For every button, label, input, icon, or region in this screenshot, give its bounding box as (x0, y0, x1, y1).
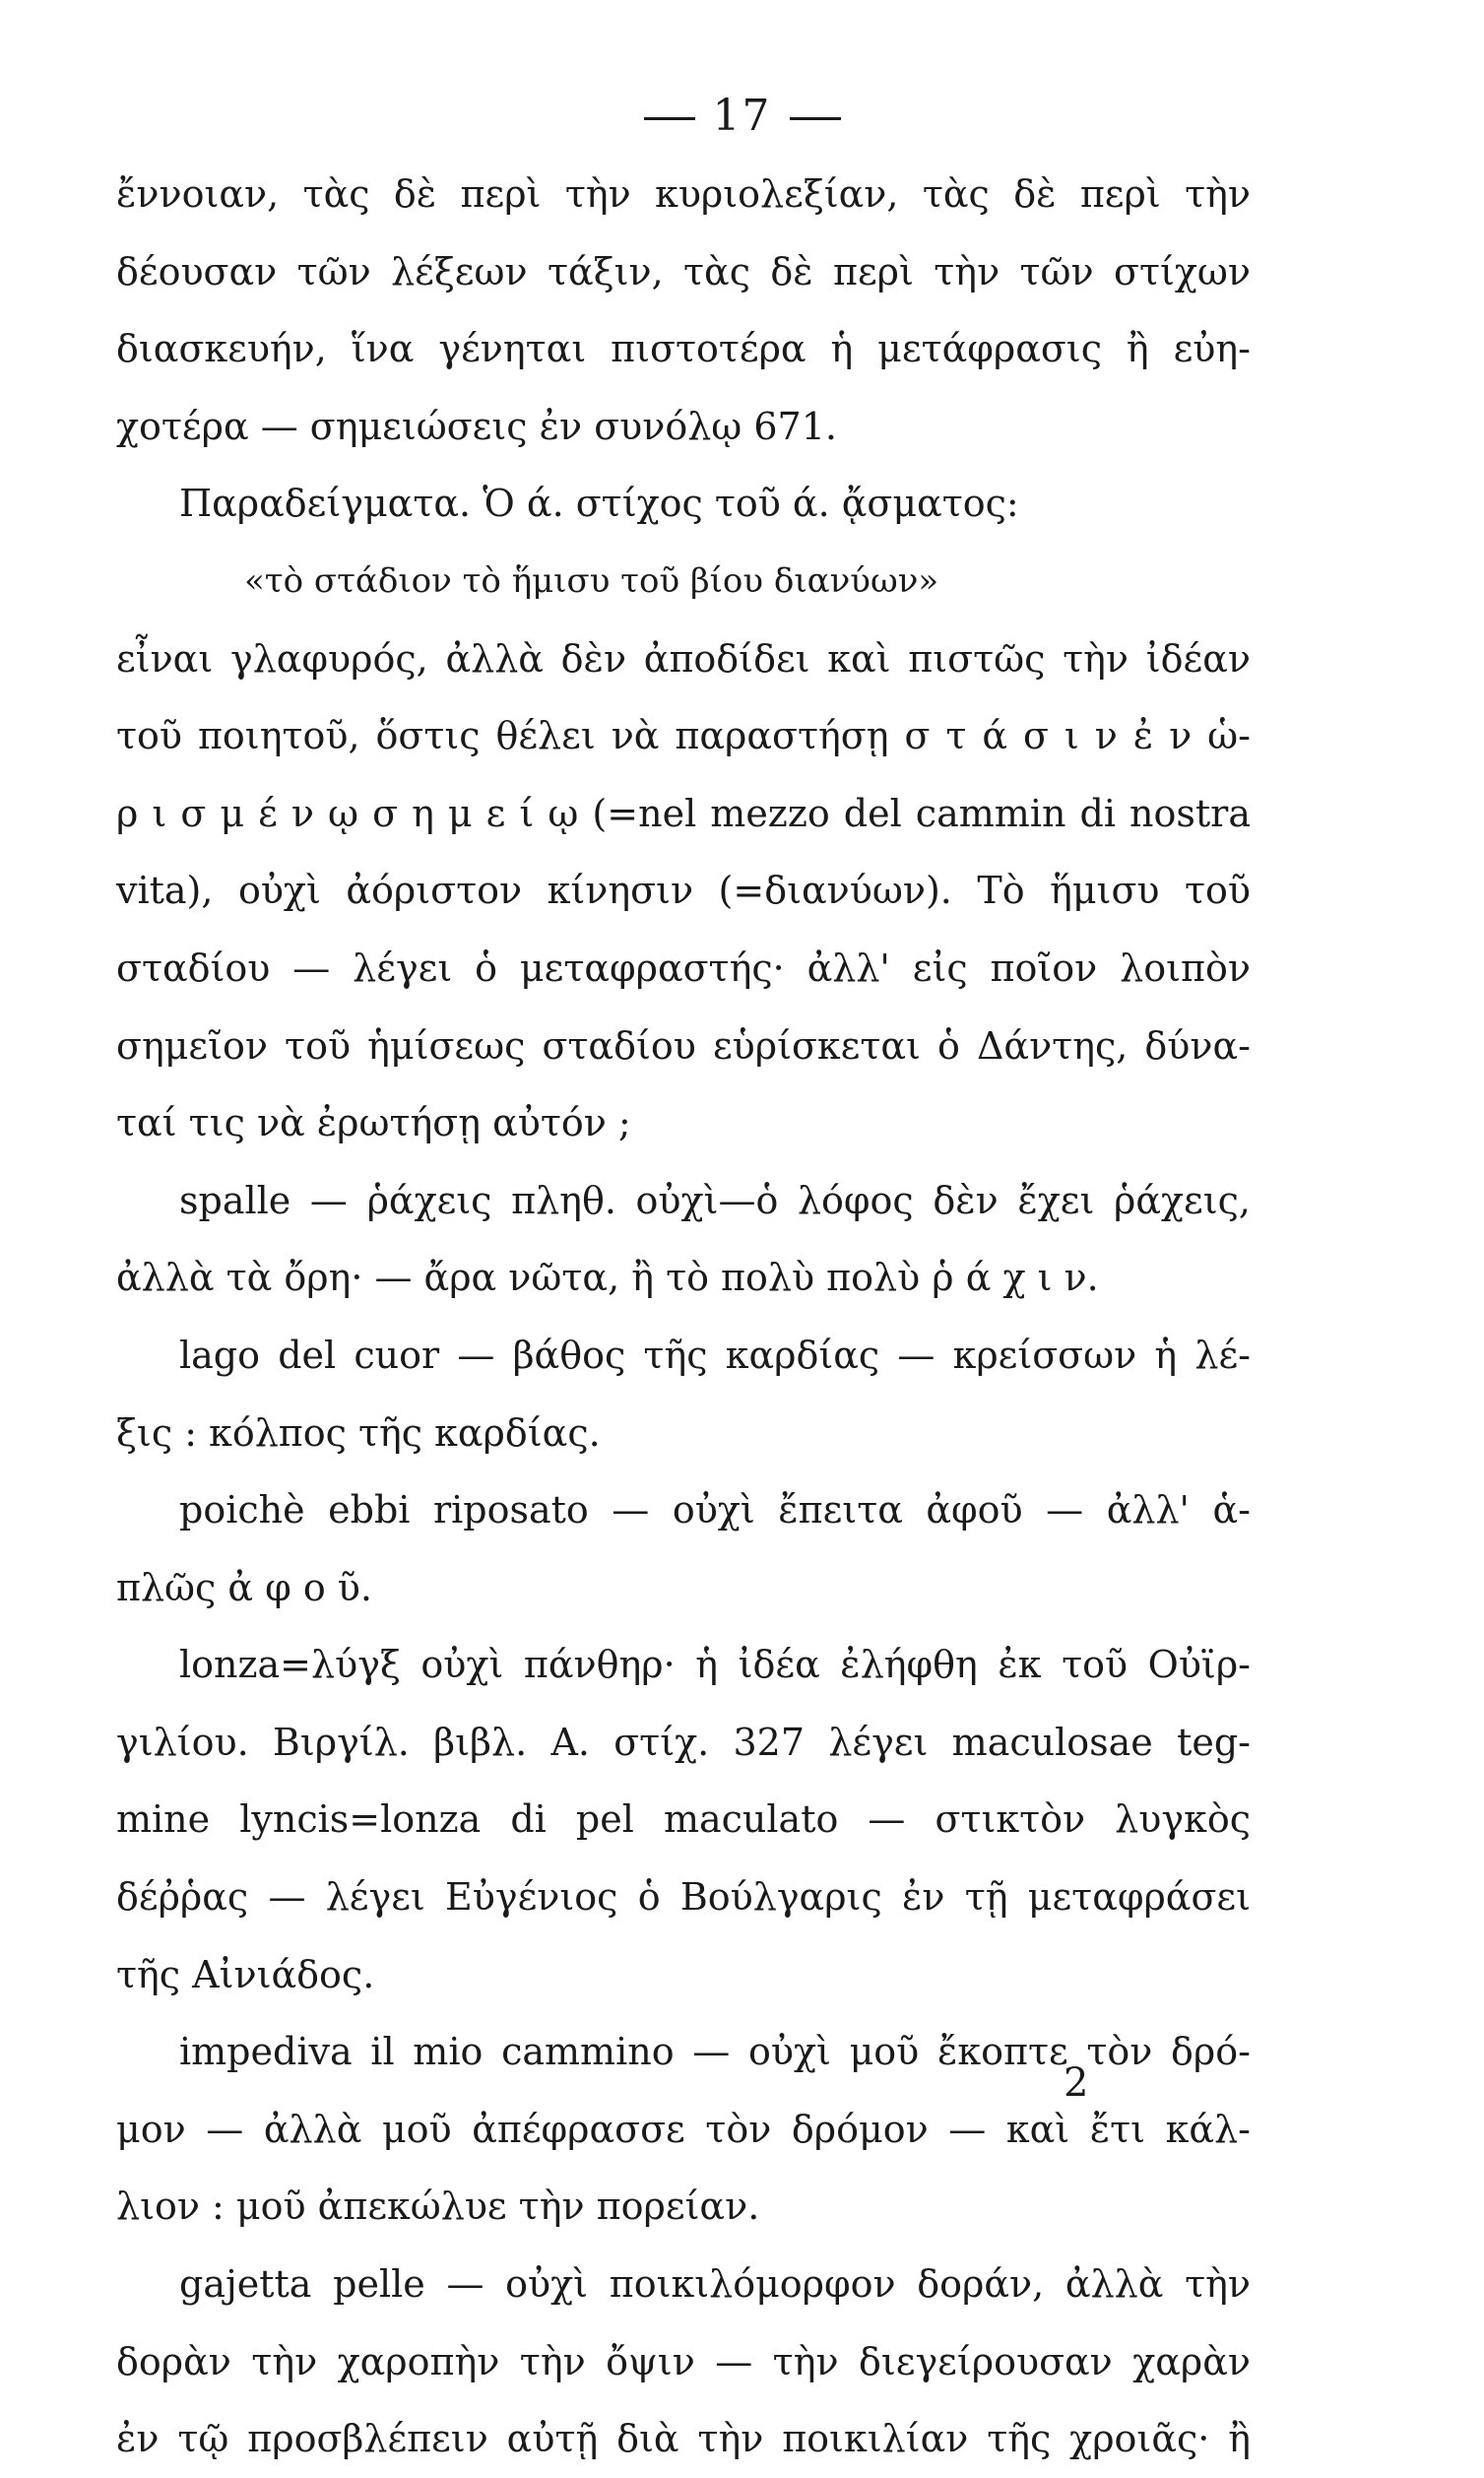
text-line: ρ ι σ μ έ ν ῳ σ η μ ε ί ῳ (=nel mezzo del cammin di nostra (116, 791, 1251, 835)
text-line: διασκευήν, ἵνα γένηται πιστοτέρα ἡ μετάφρασις ἢ εὐη- (116, 327, 1251, 371)
text-line: δέουσαν τῶν λέξεων τάξιν, τὰς δὲ περὶ τὴν τῶν στίχων (116, 249, 1251, 293)
text-line: ἀλλὰ τὰ ὄρη· — ἄρα νῶτα, ἢ τὸ πολὺ πολὺ ῥ ά χ ι ν. (116, 1256, 1099, 1300)
text-line: σημεῖον τοῦ ἡμίσεως σταδίου εὑρίσκεται ὁ Δάντης, δύνα- (116, 1023, 1251, 1068)
text-line: πλῶς ἀ φ ο ῦ. (116, 1565, 372, 1609)
text-line: ξις : κόλπος τῆς καρδίας. (116, 1410, 601, 1455)
text-line: σταδίου — λέγει ὁ μεταφραστής· ἀλλ' εἰς ποῖον λοιπὸν (116, 946, 1251, 990)
body-text (116, 156, 1251, 2478)
text-line: spalle — ῥάχεις πληθ. οὐχὶ—ὁ λόφος δὲν ἔχει ῥάχεις, (179, 1178, 1251, 1222)
text-line: lago del cuor — βάθος τῆς καρδίας — κρείσσων ἡ λέ- (179, 1333, 1251, 1377)
text-line: τοῦ ποιητοῦ, ὅστις θέλει νὰ παραστήσῃ σ τ ά σ ι ν ἐ ν ὡ- (116, 714, 1251, 758)
text-line: χοτέρα — σημειώσεις ἐν συνόλῳ 671. (116, 404, 837, 448)
text-line: ταί τις νὰ ἐρωτήσῃ αὐτόν ; (116, 1101, 631, 1145)
quoted-verse: «τὸ στάδιον τὸ ἥμισυ τοῦ βίου διανύων» (244, 560, 939, 601)
header-dash-right (790, 117, 841, 120)
text-line: poichè ebbi riposato — οὐχὶ ἔπειτα ἀφοῦ — ἀλλ' ἁ- (179, 1488, 1251, 1532)
page-header (0, 91, 1484, 141)
text-line: λιον : μοῦ ἀπεκώλυε τὴν πορείαν. (116, 2185, 760, 2229)
text-line: impediva il mio cammino — οὐχὶ μοῦ ἔκοπτε τὸν δρό- (179, 2030, 1251, 2074)
text-line: δορὰν τὴν χαροπὴν τὴν ὄψιν — τὴν διεγείρουσαν χαρὰν (116, 2339, 1251, 2383)
text-line: Παραδείγματα. Ὁ ά. στίχος τοῦ ά. ᾄσματος: (179, 482, 1019, 526)
text-line: μον — ἀλλὰ μοῦ ἀπέφρασσε τὸν δρόμον — καὶ ἔτι κάλ- (116, 2107, 1251, 2151)
text-line: εἶναι γλαφυρός, ἀλλὰ δὲν ἀποδίδει καὶ πιστῶς τὴν ἰδέαν (116, 636, 1251, 681)
text-line: lonza=λύγξ οὐχὶ πάνθηρ· ἡ ἰδέα ἐλήφθη ἐκ τοῦ Οὐϊρ- (179, 1643, 1251, 1687)
header-dash-left (644, 117, 695, 120)
signature-mark: 2 (1064, 2060, 1089, 2106)
text-line: ἔννοιαν, τὰς δὲ περὶ τὴν κυριολεξίαν, τὰς δὲ περὶ τὴν (116, 172, 1251, 216)
text-line: mine lyncis=lonza di pel maculato — στικτὸν λυγκὸς (116, 1797, 1251, 1842)
text-line: γιλίου. Βιργίλ. βιβλ. Α. στίχ. 327 λέγει maculosae teg- (116, 1720, 1251, 1764)
text-line: vita), οὐχὶ ἀόριστον κίνησιν (=διανύων). Τὸ ἥμισυ τοῦ (116, 869, 1251, 913)
text-line: τῆς Αἰνιάδος. (116, 1952, 375, 1996)
page-number: 17 (712, 91, 772, 141)
text-line: gajetta pelle — οὐχὶ ποικιλόμορφον δοράν, ἀλλὰ τὴν (179, 2262, 1251, 2307)
text-line: δέῤῥας — λέγει Εὐγένιος ὁ Βούλγαρις ἐν τῇ μεταφράσει (116, 1875, 1251, 1920)
text-line: ἐν τῷ προσβλέπειν αὐτῇ διὰ τὴν ποικιλίαν τῆς χροιᾶς· ἢ (116, 2417, 1251, 2461)
